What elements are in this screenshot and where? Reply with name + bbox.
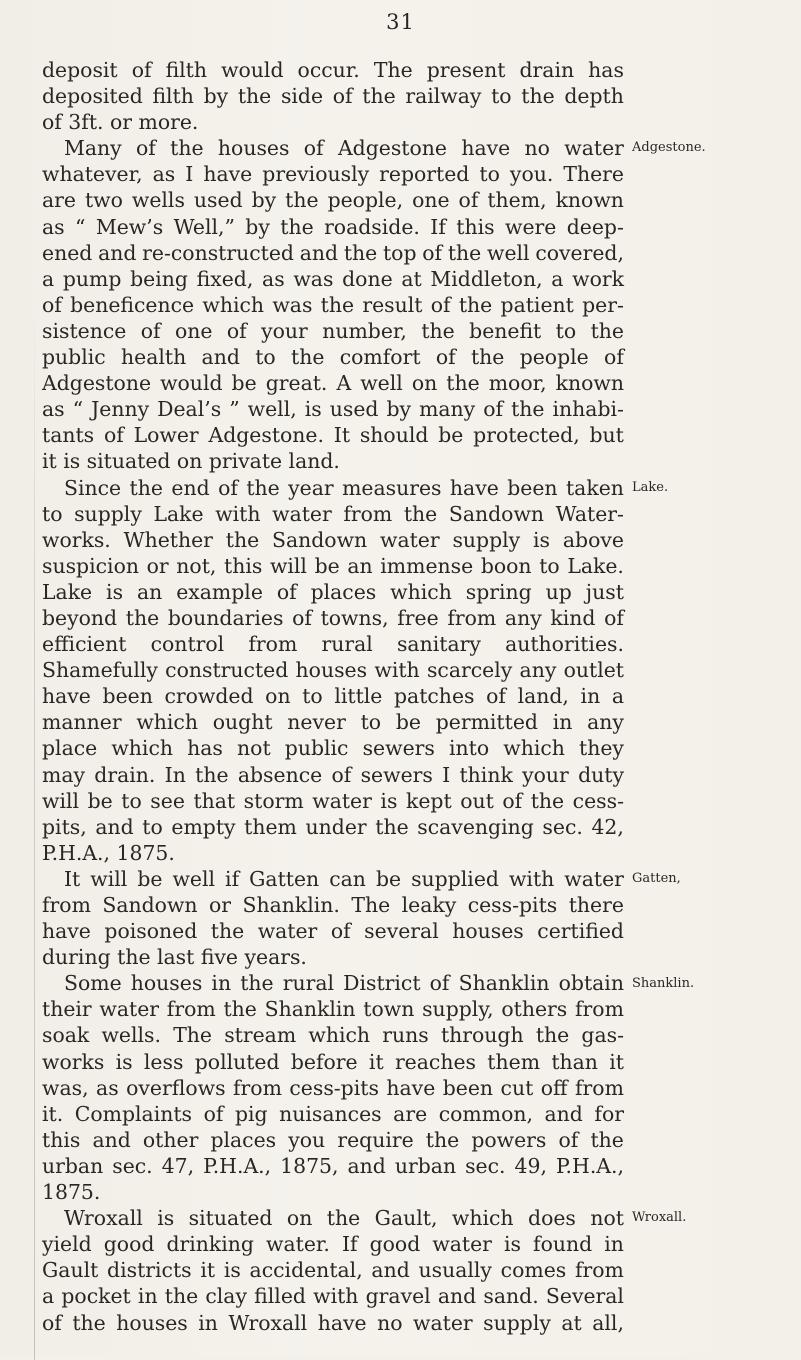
text-line: soak wells. The stream which runs through the gas-	[42, 1023, 624, 1048]
text-line: place which has not public sewers into which they	[42, 736, 624, 761]
text-line: Since the end of the year measures have been taken	[64, 475, 624, 500]
text-line: of beneficence which was the result of the patient per-	[42, 292, 624, 317]
margin-note: Gatten,	[632, 871, 681, 887]
text-line: ened and re-constructed and the top of the well covered,	[42, 240, 624, 265]
text-line: Gault districts it is accidental, and usually comes from	[42, 1258, 624, 1283]
text-line: it. Complaints of pig nuisances are common, and for	[42, 1101, 624, 1126]
margin-note: Wroxall.	[632, 1210, 687, 1226]
text-line: Shamefully constructed houses with scarcely any outlet	[42, 658, 624, 683]
text-line: will be to see that storm water is kept out of the cess-	[42, 788, 624, 813]
text-line: works. Whether the Sandown water supply is above	[42, 527, 624, 552]
text-line: Adgestone would be great. A well on the moor, known	[42, 371, 624, 396]
page-number: 31	[386, 10, 415, 34]
text-line: this and other places you require the powers of the	[42, 1127, 624, 1152]
margin-note: Adgestone.	[632, 140, 706, 156]
text-line: it is situated on private land.	[42, 449, 340, 474]
text-line: Many of the houses of Adgestone have no water	[64, 136, 624, 161]
text-line: Wroxall is situated on the Gault, which does not	[64, 1206, 624, 1231]
text-line: from Sandown or Shanklin. The leaky cess-pits there	[42, 893, 624, 917]
text-line: yield good drinking water. If good water is found in	[42, 1232, 624, 1257]
text-line: a pump being fixed, as was done at Middleton, a work	[42, 266, 624, 291]
body-text	[42, 57, 624, 1336]
binding-shadow	[34, 300, 35, 1360]
text-line: urban sec. 47, P.H.A., 1875, and urban sec. 49, P.H.A.,	[42, 1153, 624, 1178]
text-line: during the last five years.	[42, 945, 307, 970]
text-line: works is less polluted before it reaches them than it	[42, 1049, 624, 1074]
text-line: as “ Jenny Deal’s ” well, is used by many of the inhabi-	[42, 397, 624, 422]
text-line: manner which ought never to be permitted in any	[42, 710, 624, 735]
text-line: deposit of filth would occur. The present drain has	[42, 58, 624, 82]
text-line: efficient control from rural sanitary authorities.	[42, 632, 624, 657]
text-line: pits, and to empty them under the scavenging sec. 42,	[42, 814, 624, 839]
text-line: have poisoned the water of several houses certified	[42, 919, 624, 944]
text-line: to supply Lake with water from the Sandown Water-	[42, 501, 624, 526]
margin-note: Shanklin.	[632, 975, 695, 991]
text-line: may drain. In the absence of sewers I think your duty	[42, 762, 624, 787]
text-line: Some houses in the rural District of Shanklin obtain	[64, 971, 624, 996]
text-line: was, as overflows from cess-pits have been cut off from	[42, 1075, 624, 1100]
text-line: sistence of one of your number, the benefit to the	[42, 318, 624, 343]
text-line: have been crowded on to little patches of land, in a	[42, 684, 624, 709]
text-line: Lake is an example of places which spring up just	[42, 579, 624, 604]
text-line: suspicion or not, this will be an immense boon to Lake.	[42, 553, 624, 578]
text-line: It will be well if Gatten can be supplied with water	[64, 866, 624, 891]
text-line: tants of Lower Adgestone. It should be protected, but	[42, 423, 624, 448]
text-line: whatever, as I have previously reported to you. There	[42, 162, 624, 187]
margin-note: Lake.	[632, 479, 669, 495]
text-line: as “ Mew’s Well,” by the roadside. If this were deep-	[42, 214, 624, 239]
text-line: are two wells used by the people, one of them, known	[42, 188, 624, 213]
text-line: of 3ft. or more.	[42, 110, 199, 135]
text-line: a pocket in the clay filled with gravel and sand. Several	[42, 1284, 624, 1309]
text-line: P.H.A., 1875.	[42, 840, 175, 865]
text-line: deposited filth by the side of the railway to the depth	[42, 84, 624, 109]
text-line: of the houses in Wroxall have no water supply at all,	[42, 1310, 624, 1335]
text-line: their water from the Shanklin town supply, others from	[42, 997, 624, 1022]
text-line: public health and to the comfort of the people of	[42, 345, 624, 370]
text-line: beyond the boundaries of towns, free from any kind of	[42, 605, 624, 630]
text-line: 1875.	[42, 1180, 101, 1205]
